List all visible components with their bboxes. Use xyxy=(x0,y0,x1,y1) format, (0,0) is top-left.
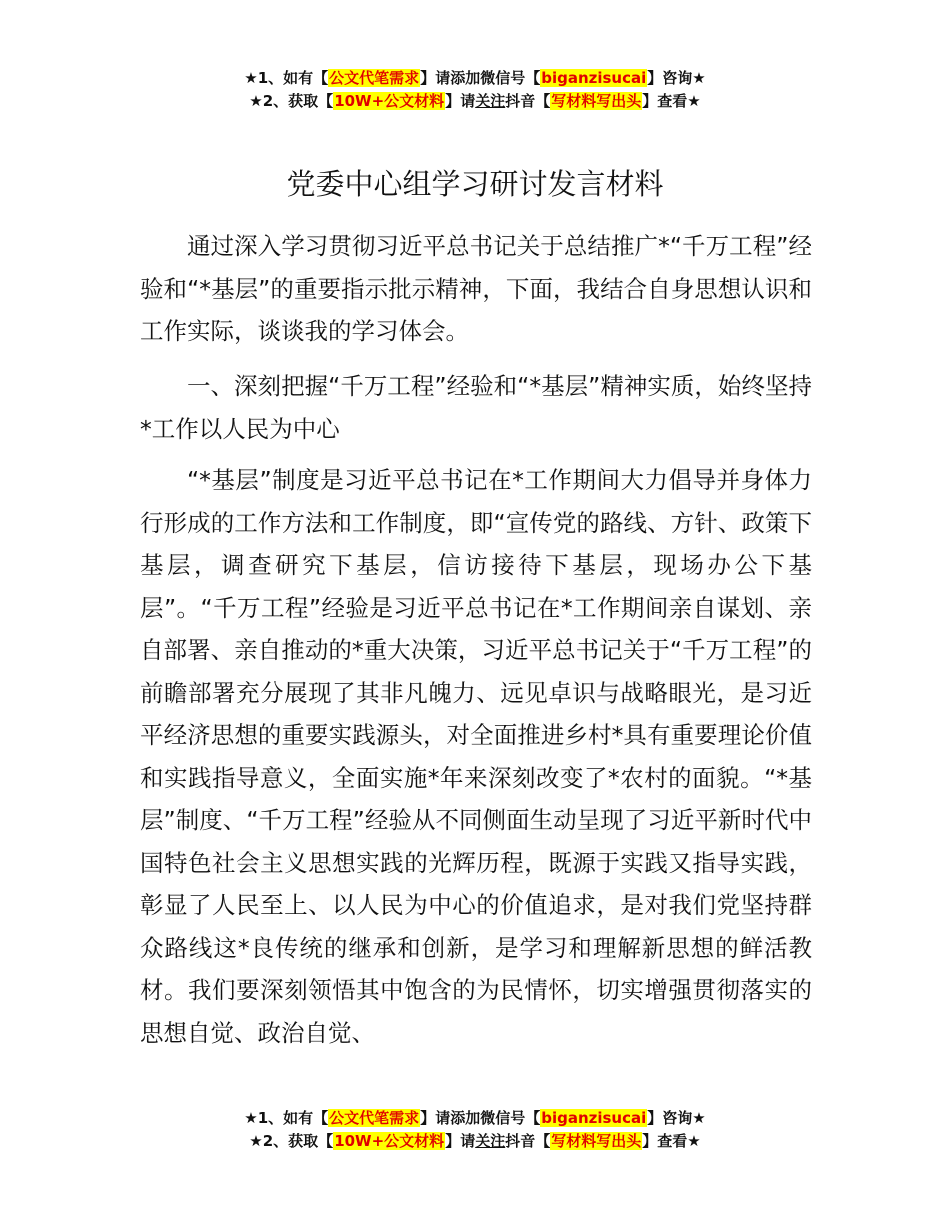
banner-line-1-middle: 】请添加微信号【 xyxy=(420,69,541,87)
footer-line-1-prefix: ★1、如有【 xyxy=(244,1109,329,1127)
banner-line-2-middle-b: 抖音【 xyxy=(505,92,551,110)
banner-line-1-prefix: ★1、如有【 xyxy=(244,69,329,87)
footer-highlight-wechat-id: biganzisucai xyxy=(541,1109,647,1127)
footer-line-2-middle-a: 】请 xyxy=(445,1132,476,1150)
document-title: 党委中心组学习研讨发言材料 xyxy=(286,167,664,201)
intro-paragraph: 通过深入学习贯彻习近平总书记关于总结推广*“千万工程”经验和“*基层”的重要指示批示精神，下面，我结合自身思想认识和工作实际，谈谈我的学习体会。 xyxy=(140,232,812,345)
footer-line-2-suffix: 】查看★ xyxy=(642,1132,701,1150)
header-banner xyxy=(0,67,950,113)
banner-line-2-prefix: ★2、获取【 xyxy=(249,92,334,110)
footer-line-1-suffix: 】咨询★ xyxy=(647,1109,706,1127)
section-heading: 一、深刻把握“千万工程”经验和“*基层”精神实质，始终坚持*工作以人民为中心 xyxy=(140,372,812,443)
banner-line-1 xyxy=(0,67,950,90)
banner-highlight-douyin-account: 写材料写出头 xyxy=(551,92,642,110)
footer-underlined-follow: 关注 xyxy=(475,1132,506,1150)
banner-line-1-suffix: 】咨询★ xyxy=(647,69,706,87)
banner-highlight-ghostwriting: 公文代笔需求 xyxy=(329,69,420,87)
footer-line-1-middle: 】请添加微信号【 xyxy=(420,1109,541,1127)
banner-line-2-suffix: 】查看★ xyxy=(642,92,701,110)
body-paragraph: “*基层”制度是习近平总书记在*工作期间大力倡导并身体力行形成的工作方法和工作制度，即“宣传党的路线、方针、政策下基层，调查研究下基层，信访接待下基层，现场办公下基层”。“千万工程”经验是习近平总书记在*工作期间亲自谋划、亲自部署、亲自推动的*重大决策，习近平总书记关于“千万工程”的前瞻部署充分展现了其非凡魄力、远见卓识与战略眼光，是习近平经济思想的重要实践源头，对全面推进乡村*具有重要理论价值和实践指导意义，全面实施*年来深刻改变了*农村的面貌。“*基层”制度、“千万工程”经验从不同侧面生动呈现了习近平新时代中国特色社会主义思想实践的光辉历程，既源于实践又指导实践，彰显了人民至上、以人民为中心的价值追求，是对我们党坚持群众路线这*良传统的继承和创新，是学习和理解新思想的鲜活教材。我们要深刻领悟其中饱含的为民情怀，切实增强贯彻落实的思想自觉、政治自觉、 xyxy=(140,466,812,1047)
footer-banner-line-2 xyxy=(0,1130,950,1153)
footer-line-2-prefix: ★2、获取【 xyxy=(249,1132,334,1150)
footer-banner-line-1 xyxy=(0,1107,950,1130)
banner-highlight-materials: 10W+公文材料 xyxy=(334,92,445,110)
banner-underlined-follow: 关注 xyxy=(475,92,506,110)
footer-highlight-douyin-account: 写材料写出头 xyxy=(551,1132,642,1150)
footer-banner xyxy=(0,1107,950,1153)
banner-line-2-middle-a: 】请 xyxy=(445,92,476,110)
footer-line-2-middle-b: 抖音【 xyxy=(505,1132,551,1150)
banner-highlight-wechat-id: biganzisucai xyxy=(541,69,647,87)
banner-line-2 xyxy=(0,90,950,113)
footer-highlight-ghostwriting: 公文代笔需求 xyxy=(329,1109,420,1127)
footer-highlight-materials: 10W+公文材料 xyxy=(334,1132,445,1150)
